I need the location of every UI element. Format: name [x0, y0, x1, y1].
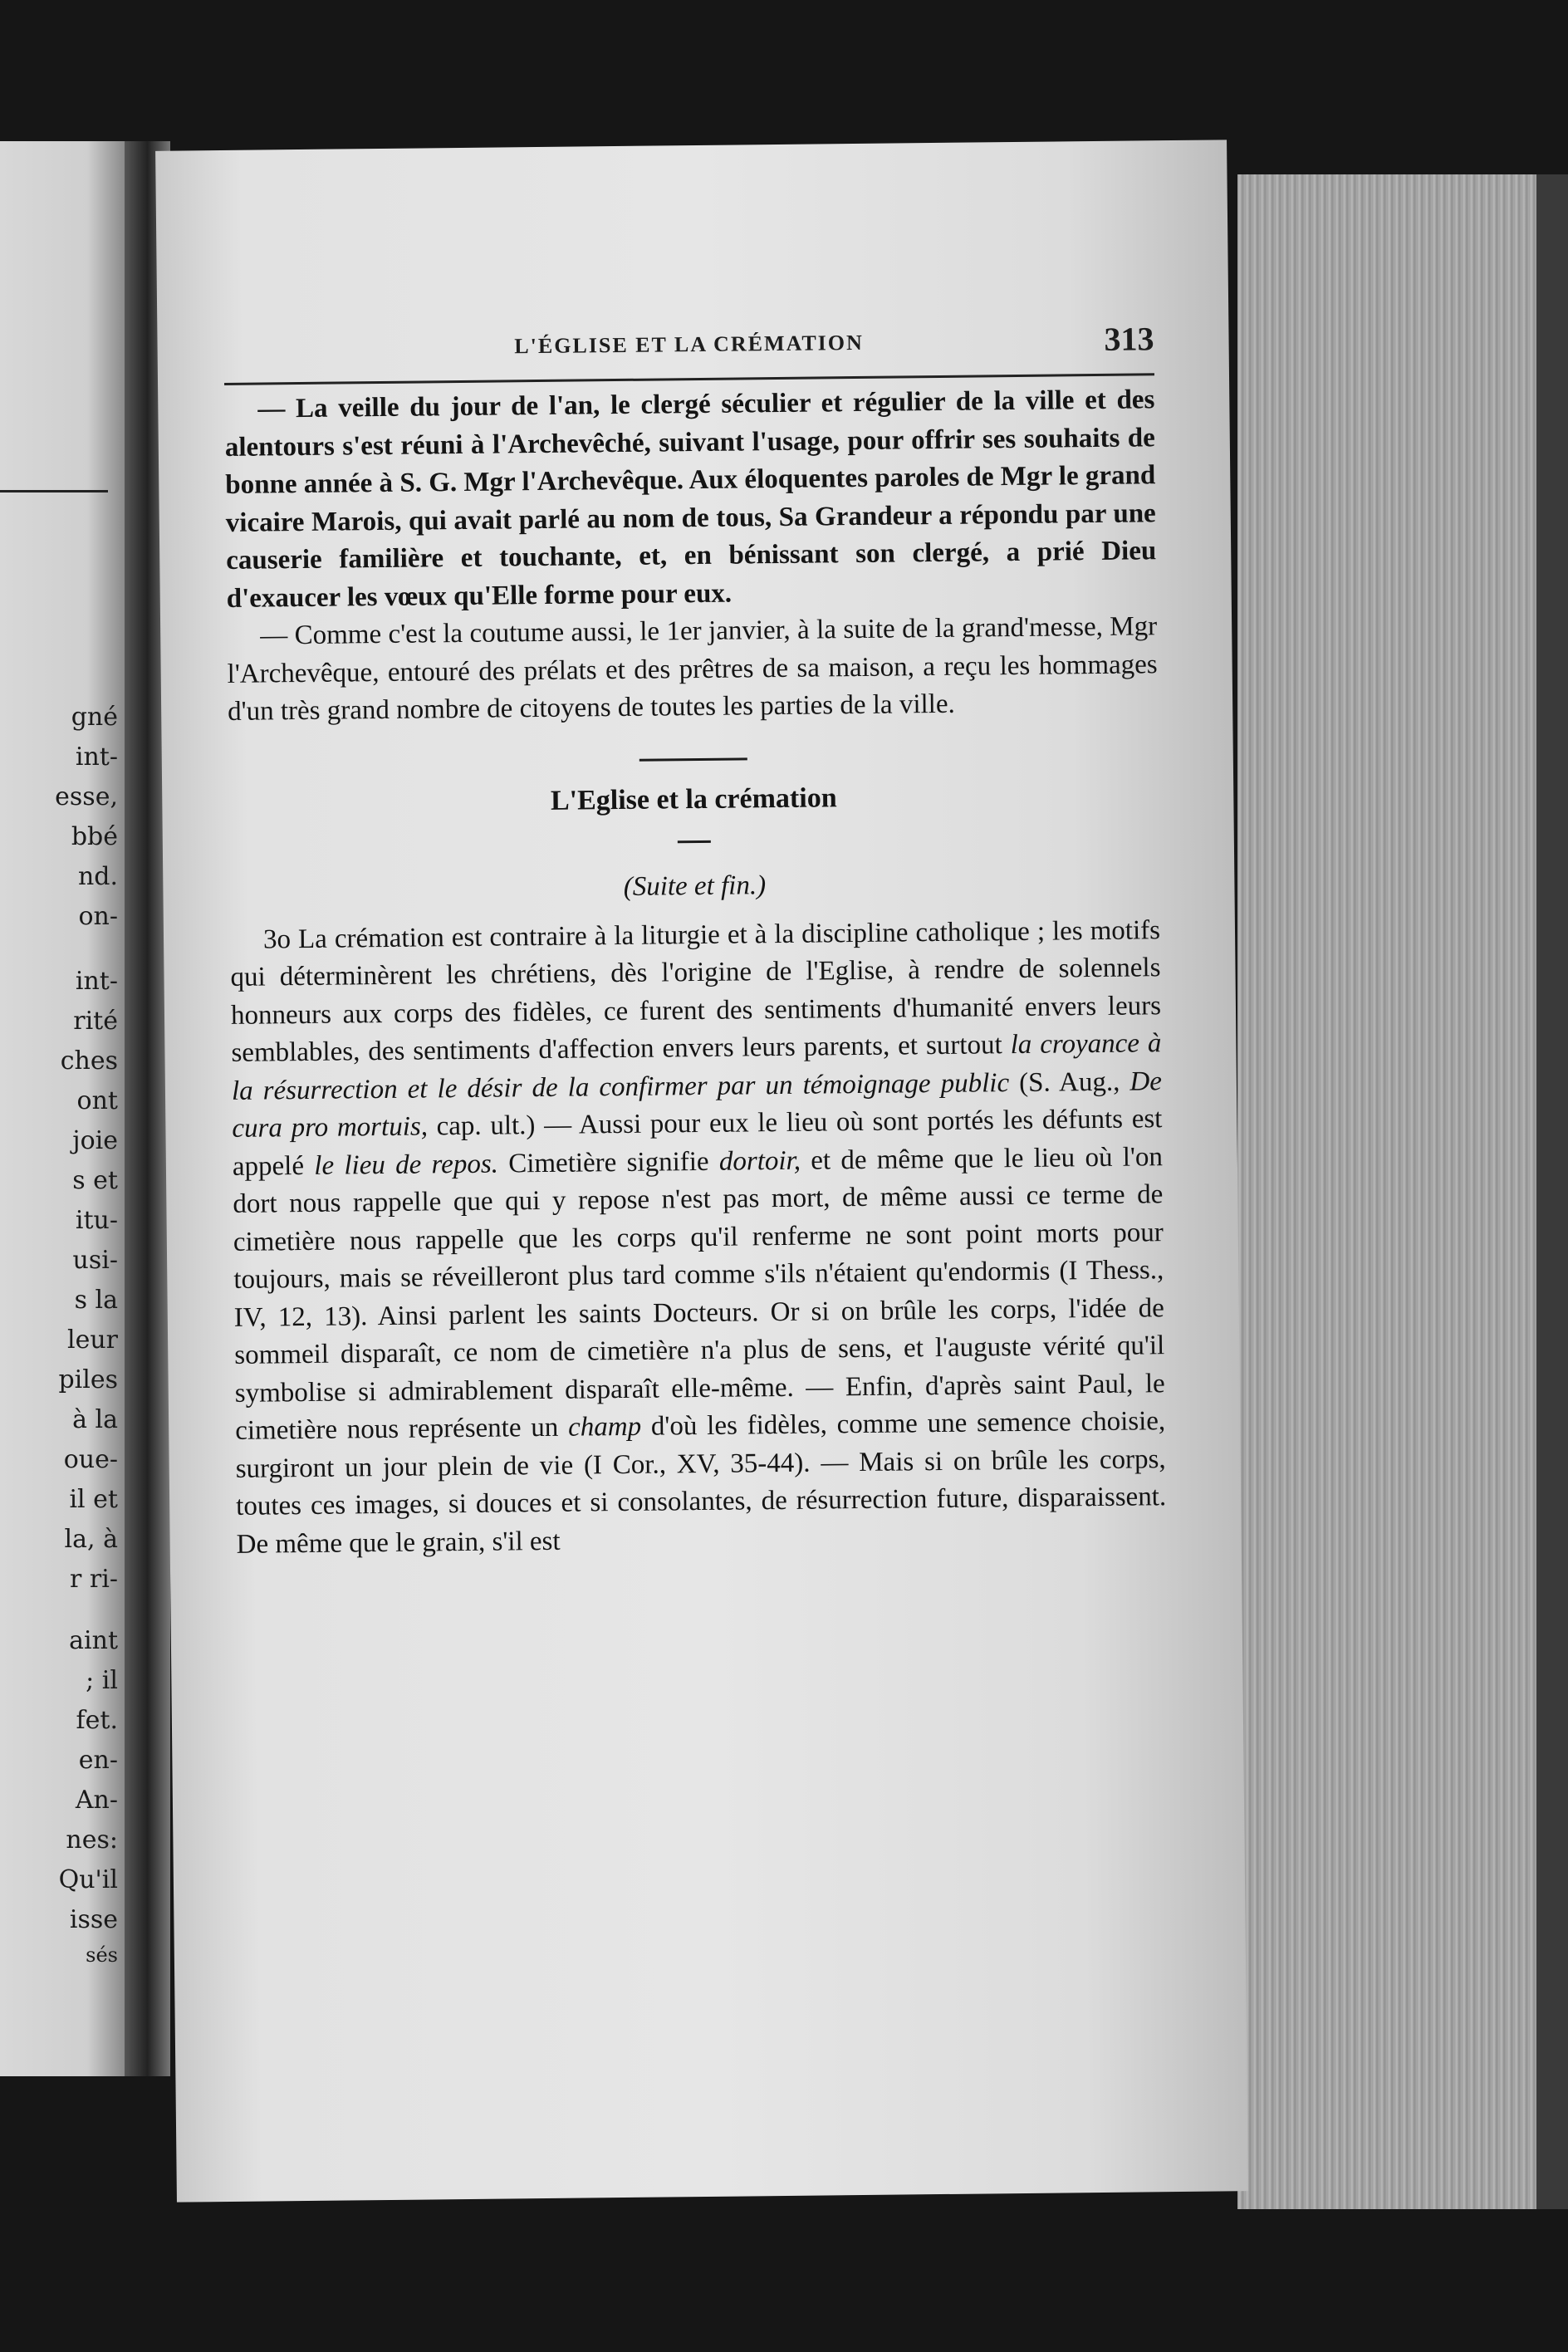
italic-run: dortoir,: [718, 1145, 801, 1177]
page-body: [224, 381, 1167, 1564]
left-page-text: en-: [78, 1746, 118, 1775]
left-page-text: Qu'il: [58, 1865, 118, 1894]
news-paragraph: — La veille du jour de l'an, le clergé séculier et régulier de la ville et des alentours s'est réuni à l'Archevêché, suivant l'usage, pour offrir ses souhaits de bonne année à S. G. Mgr l'Archevêque. Aux éloquentes paroles de Mgr le grand vicaire Marois, qui avait parlé au nom de tous, Sa Grandeur a répondu par une causerie familière et touchante, et, en bénissant son clergé, a prié Dieu d'exaucer les vœux qu'Elle forme pour eux.: [224, 385, 1157, 614]
left-page-text: on-: [78, 902, 118, 931]
title-dash: [678, 840, 711, 842]
left-page-text: piles: [58, 1365, 118, 1394]
page-number: 313: [1104, 320, 1154, 358]
left-page-text: gné: [71, 703, 118, 732]
left-page-text: la, à: [64, 1525, 118, 1554]
text-run: et de même que le lieu où l'on dort nous rappelle que qui y repose n'est pas mort, de même aussi ce terme de cimetière nous rappelle que les corps qu'il renferme ne sont point morts pour toujours, mais se réveilleront plus tard comme s'ils n'étaient qu'endormis (I Thess., IV, 12, 13). Ainsi parlent les saints Docteurs. Or si on brûle les corps, l'idée de sommeil disparaît, ce nom de cimetière n'a plus de sens, et l'auguste vérité qu'il symbolise si admirablement disparaît elle-même. — Enfin, d'après saint Paul, le cimetière nous représente un: [233, 1141, 1165, 1446]
left-page-rule: [0, 490, 108, 492]
left-page-text: rité: [73, 1007, 118, 1036]
running-head-title: L'ÉGLISE ET LA CRÉMATION: [514, 330, 864, 359]
italic-run: De cura pro mortuis,: [232, 1066, 1163, 1144]
left-page: [0, 141, 125, 2076]
left-page-text: ont: [76, 1086, 118, 1115]
left-page-text: esse,: [55, 782, 118, 811]
italic-run: champ: [567, 1411, 642, 1443]
left-page-text: ches: [60, 1046, 118, 1076]
article-subtitle: (Suite et fin.): [623, 870, 767, 902]
left-page-text: leur: [66, 1325, 118, 1355]
text-run: Cimetière signifie: [497, 1146, 720, 1179]
page-edges: [1237, 174, 1536, 2209]
left-page-text: il et: [69, 1485, 118, 1514]
article-paragraph: [230, 912, 1167, 1564]
italic-run: la croyance à la résurrection et le désir de la confirmer par un témoignage public: [231, 1028, 1162, 1106]
left-page-text: oue-: [63, 1445, 118, 1474]
left-page-text: An-: [75, 1786, 118, 1815]
left-page-text: nd.: [77, 862, 118, 891]
text-run: (S. Aug.,: [1008, 1066, 1130, 1098]
page-edges-shadow: [1536, 174, 1568, 2209]
left-page-text: joie: [72, 1126, 118, 1155]
article-title: L'Eglise et la crémation: [550, 782, 837, 816]
left-page-text: fet.: [76, 1706, 118, 1735]
italic-run: le lieu de repos.: [314, 1149, 499, 1181]
running-head: [223, 319, 1154, 379]
left-page-text: sés: [86, 1943, 118, 1967]
left-page-text: usi-: [72, 1246, 118, 1275]
left-page-text: r ri-: [70, 1565, 118, 1594]
text-run: 3o La crémation est contraire à la liturgie et à la discipline catholique ; les motifs qui déterminèrent les chrétiens, dès l'origine de l'Eglise, à rendre de solennels honneurs aux corps des fidèles, ce furent des sentiments d'humanité envers leurs semblables, des sentiments d'affection envers leurs parents, et surtout: [230, 914, 1162, 1068]
left-page-text: à la: [72, 1405, 118, 1434]
left-page-text: ; il: [86, 1666, 118, 1695]
left-page-text: int-: [75, 742, 118, 772]
left-page-text: s et: [72, 1166, 118, 1195]
section-separator: [639, 757, 747, 761]
book-page: [155, 140, 1248, 2202]
text-run: d'où les fidèles, comme une semence choisie, surgiront un jour plein de vie (I Cor., XV, 35-44). — Mais si on brûle les corps, toutes ces images, si douces et si consolantes, de résurrection future, disparaissent. De même que le grain, s'il est: [235, 1406, 1167, 1560]
left-page-text: isse: [69, 1905, 118, 1934]
left-page-text: itu-: [75, 1206, 118, 1235]
left-page-text: int-: [75, 967, 118, 996]
left-page-text: bbé: [71, 822, 118, 851]
left-page-text: aint: [69, 1626, 118, 1655]
left-page-text: nes:: [66, 1825, 118, 1855]
news-paragraph: — Comme c'est la coutume aussi, le 1er janvier, à la suite de la grand'messe, Mgr l'Archevêque, entouré des prélats et des prêtres de sa maison, a reçu les hommages d'un très grand nombre de citoyens de toutes les parties de la ville.: [227, 611, 1158, 727]
text-run: cap. ult.) — Aussi pour eux le lieu où sont portés les défunts est appelé: [232, 1104, 1163, 1182]
left-page-text: s la: [74, 1286, 118, 1315]
